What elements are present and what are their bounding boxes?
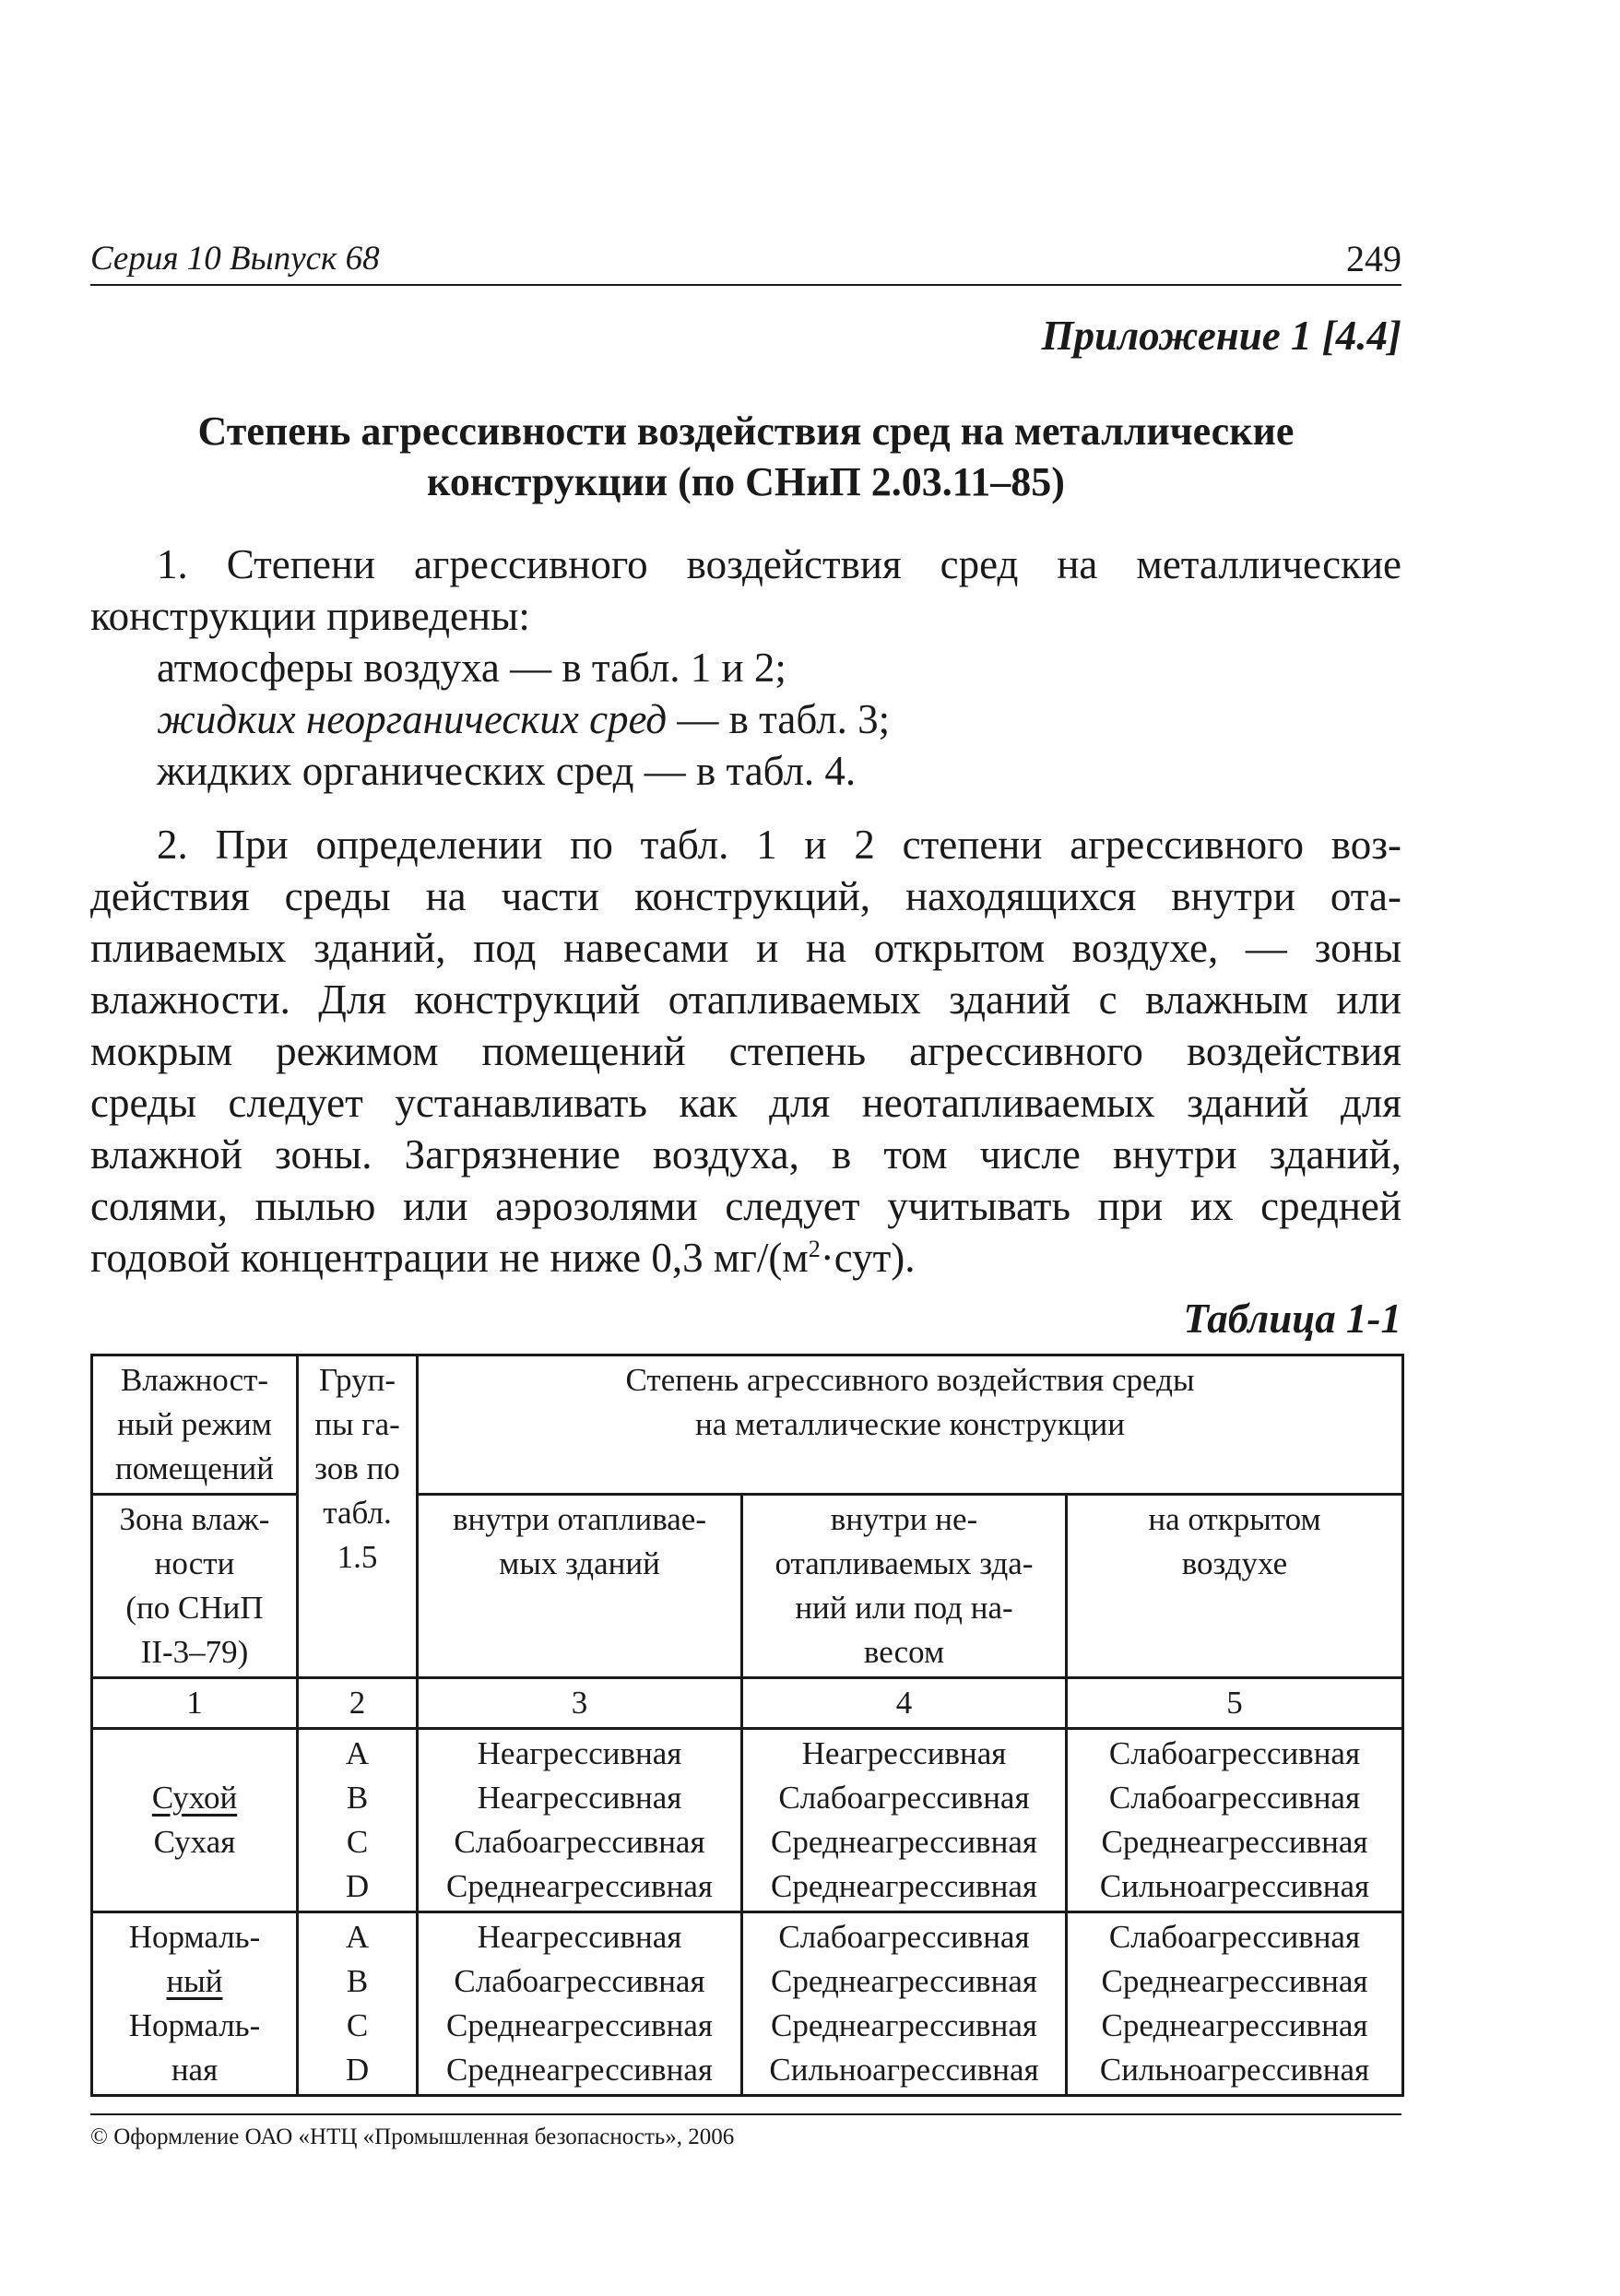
header-line: отапливаемых зда- [775, 1545, 1034, 1581]
degree-value: Сильноагрессивная [1099, 2052, 1370, 2088]
zone-value: Нормаль- [128, 2007, 261, 2043]
zone-value: ная [171, 2052, 219, 2088]
header-inside-unheated [742, 1495, 1067, 1678]
header-line: на открытом [1148, 1501, 1321, 1537]
section-heading [90, 406, 1401, 507]
header-line: 1.5 [337, 1539, 378, 1575]
degree-value: Среднеагрессивная [771, 2007, 1037, 2043]
header-line: ный режим [117, 1406, 272, 1442]
regime-cell [92, 1729, 298, 1912]
text-fragment: ·сут). [820, 1235, 916, 1281]
text-line: влажности. Для конструкций отапливаемых зданий с влажным или [90, 976, 1401, 1023]
superscript: 2 [808, 1236, 821, 1262]
degree-value: Среднеагрессивная [446, 1868, 713, 1904]
header-line: внутри отапливае- [452, 1501, 706, 1537]
inside-unheated-cell [742, 1729, 1067, 1912]
zone-value: Сухая [153, 1824, 236, 1860]
column-number: 4 [742, 1678, 1067, 1729]
text-line: 2. При определении по табл. 1 и 2 степени агрессивного воз- [157, 822, 1401, 868]
gas-group-cell [298, 1912, 418, 2096]
text-line: солями, пылью или аэрозолями следует учитывать при их средней [90, 1183, 1401, 1229]
regime-value: Сухой [151, 1780, 238, 1816]
gas-group: B [346, 1963, 369, 1999]
column-number: 1 [92, 1678, 298, 1729]
column-number: 2 [298, 1678, 418, 1729]
degree-value: Сильноагрессивная [769, 2052, 1039, 2088]
header-line: табл. [323, 1495, 392, 1531]
table-row-normal [92, 1912, 1403, 2096]
column-number: 5 [1067, 1678, 1403, 1729]
header-line: весом [863, 1634, 945, 1670]
gas-group: D [345, 2052, 370, 2088]
series-label: Серия 10 Выпуск 68 [90, 240, 380, 278]
regime-value: Нормаль- [128, 1919, 261, 1955]
degree-value: Сильноагрессивная [1099, 1868, 1370, 1904]
list-item: атмосферы воздуха — в табл. 1 и 2; [157, 645, 786, 691]
header-humidity-zone [92, 1495, 298, 1678]
degree-value: Среднеагрессивная [771, 1868, 1037, 1904]
gas-group-cell [298, 1729, 418, 1912]
degree-value: Среднеагрессивная [771, 1963, 1037, 1999]
header-line: помещений [115, 1450, 274, 1486]
text-fragment: годовой концентрации не ниже 0,3 мг/(м [90, 1235, 809, 1281]
degree-value: Слабоагрессивная [1108, 1919, 1361, 1955]
text-line: пливаемых зданий, под навесами и на открытом воздухе, — зоны [90, 925, 1401, 971]
degree-value: Среднеагрессивная [446, 2007, 713, 2043]
gas-group: A [345, 1735, 370, 1771]
degree-value: Среднеагрессивная [446, 2052, 713, 2088]
header-line: Груп- [319, 1362, 396, 1398]
header-humidity-regime [92, 1355, 298, 1495]
paragraph-1 [90, 538, 1401, 797]
header-line: ности [154, 1545, 235, 1581]
text-line: влажной зоны. Загрязнение воздуха, в том числе внутри зданий, [90, 1131, 1401, 1178]
paragraph-2 [90, 819, 1401, 1284]
regime-cell [92, 1912, 298, 2096]
gas-group: A [345, 1919, 370, 1955]
open-air-cell [1067, 1729, 1403, 1912]
header-line: внутри не- [830, 1501, 978, 1537]
italic-term: жидких неорганических сред [157, 696, 668, 742]
degree-value: Среднеагрессивная [771, 1824, 1037, 1860]
gas-group: C [346, 1824, 369, 1860]
heading-line: конструкции (по СНиП 2.03.11–85) [427, 459, 1065, 504]
degree-value: Слабоагрессивная [1108, 1780, 1361, 1816]
text-line: конструкции приведены: [90, 593, 530, 639]
degree-value: Неагрессивная [801, 1735, 1007, 1771]
list-item-rest: — в табл. 3; [667, 696, 891, 742]
text-line: действия среды на части конструкций, находящихся внутри ота- [90, 873, 1401, 919]
inside-unheated-cell [742, 1912, 1067, 2096]
table-title: Таблица 1-1 [1183, 1296, 1401, 1342]
page-number: 249 [1346, 238, 1401, 279]
regime-value: ный [166, 1963, 223, 1999]
header-line: (по СНиП [125, 1590, 264, 1626]
degree-value: Неагрессивная [477, 1919, 682, 1955]
gas-group: C [346, 2007, 369, 2043]
degree-value: Среднеагрессивная [1101, 1824, 1368, 1860]
table-header-row [92, 1355, 1403, 1495]
list-item: жидких органических сред — в табл. 4. [157, 748, 857, 794]
gas-group: D [345, 1868, 370, 1904]
table-subheader-row [92, 1495, 1403, 1678]
degree-value: Слабоагрессивная [454, 1824, 705, 1860]
header-line: на металлические конструкции [695, 1406, 1125, 1442]
footer-divider [90, 2113, 1401, 2115]
column-number-row [92, 1678, 1403, 1729]
running-header [90, 232, 1401, 286]
text-line: среды следует устанавливать как для неотапливаемых зданий для [90, 1080, 1401, 1126]
header-line: мых зданий [499, 1545, 660, 1581]
header-aggressiveness-degree [418, 1355, 1403, 1495]
text-line [90, 1232, 1401, 1284]
table-row-dry [92, 1729, 1403, 1912]
header-line: ний или под на- [795, 1590, 1013, 1626]
degree-value: Неагрессивная [477, 1780, 682, 1816]
list-item [90, 693, 1401, 745]
header-line: зов по [314, 1450, 400, 1486]
header-line: пы га- [314, 1406, 400, 1442]
header-line: воздухе [1181, 1545, 1288, 1581]
degree-value: Слабоагрессивная [1108, 1735, 1361, 1771]
open-air-cell [1067, 1912, 1403, 2096]
appendix-label: Приложение 1 [4.4] [1041, 313, 1401, 359]
inside-heated-cell [418, 1729, 742, 1912]
degree-value: Слабоагрессивная [454, 1963, 705, 1999]
header-line: Влажност- [120, 1362, 269, 1398]
text-line: 1. Степени агрессивного воздействия сред на металлические [157, 541, 1401, 587]
inside-heated-cell [418, 1912, 742, 2096]
degree-value: Слабоагрессивная [778, 1780, 1030, 1816]
copyright-footer: © Оформление ОАО «НТЦ «Промышленная безопасность», 2006 [90, 2124, 735, 2149]
degree-value: Среднеагрессивная [1101, 1963, 1368, 1999]
header-line: II-3–79) [140, 1634, 249, 1670]
header-open-air [1067, 1495, 1403, 1678]
degree-value: Среднеагрессивная [1101, 2007, 1368, 2043]
heading-line: Степень агрессивности воздействия сред на металлические [197, 408, 1295, 454]
aggressiveness-table [90, 1354, 1404, 2097]
degree-value: Неагрессивная [477, 1735, 682, 1771]
gas-group: B [346, 1780, 369, 1816]
text-line: мокрым режимом помещений степень агрессивного воздействия [90, 1028, 1401, 1074]
header-inside-heated [418, 1495, 742, 1678]
header-gas-group [298, 1355, 418, 1678]
column-number: 3 [418, 1678, 742, 1729]
header-line: Зона влаж- [119, 1501, 270, 1537]
degree-value: Слабоагрессивная [778, 1919, 1030, 1955]
header-line: Степень агрессивного воздействия среды [625, 1362, 1195, 1398]
